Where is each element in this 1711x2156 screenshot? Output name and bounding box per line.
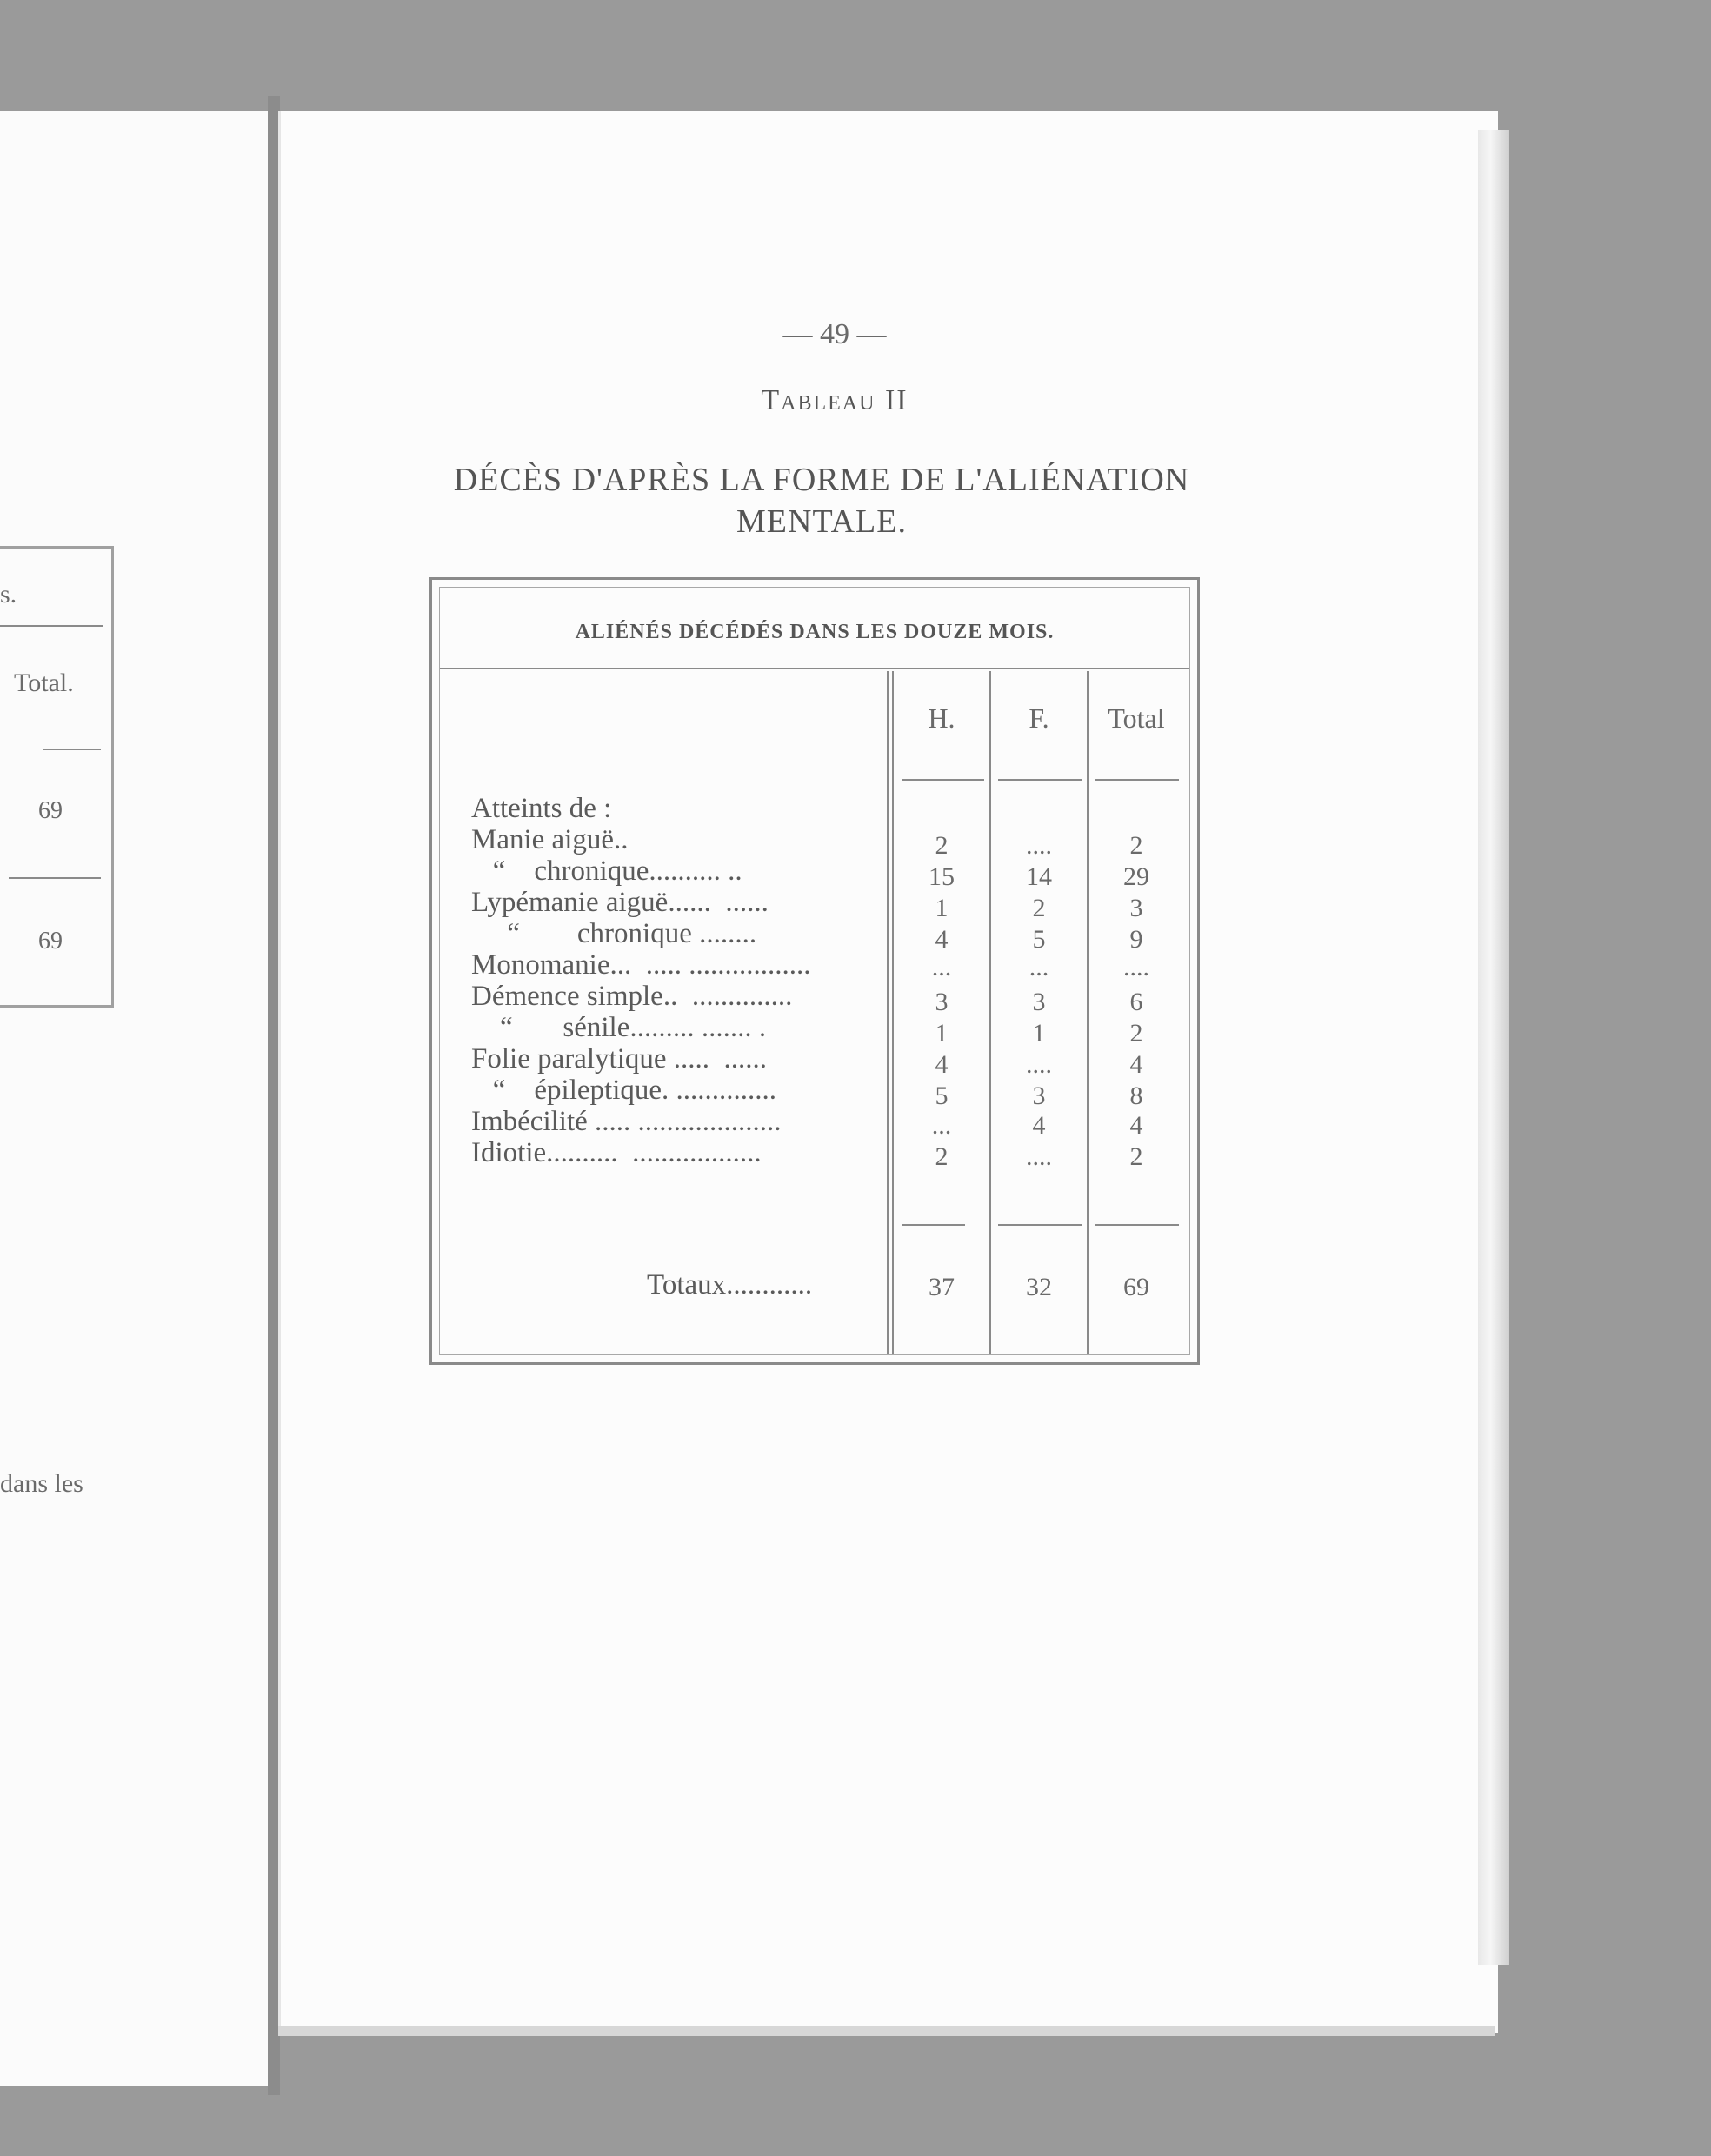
column-header-total: Total [1108, 702, 1165, 734]
left-rule [9, 877, 101, 879]
cell-f: 3 [1032, 988, 1046, 1016]
column-header-h: H. [928, 702, 955, 734]
cell-total: 2 [1129, 1019, 1143, 1048]
cell-f: 2 [1032, 894, 1046, 922]
row-label: “ chronique.......... .. [471, 855, 742, 887]
data-table [429, 577, 1200, 1365]
row-label: “ épileptique. .............. [471, 1075, 777, 1106]
total-total: 69 [1123, 1273, 1149, 1301]
header-underline [902, 779, 984, 781]
left-rule [0, 625, 103, 627]
cell-f: .... [1026, 1050, 1052, 1079]
cell-h: 1 [935, 894, 949, 922]
cell-total: 29 [1123, 862, 1149, 891]
cell-h: 5 [935, 1081, 949, 1110]
cell-f: .... [1026, 1142, 1052, 1171]
cell-total: 2 [1129, 831, 1143, 860]
cell-total: 2 [1129, 1142, 1143, 1171]
heading-line-1: DÉCÈS D'APRÈS LA FORME DE L'ALIÉNATION [453, 462, 1190, 498]
table-heading [417, 459, 1226, 542]
cell-h: 3 [935, 988, 949, 1016]
total-f: 32 [1026, 1273, 1052, 1301]
row-label: Folie paralytique ..... ...... [471, 1043, 768, 1075]
cell-f: 5 [1032, 925, 1046, 954]
cell-h: ... [931, 953, 952, 982]
row-label: Lypémanie aiguë...... ...... [471, 887, 769, 918]
cell-f: 4 [1032, 1111, 1046, 1140]
row-label: Idiotie.......... .................. [471, 1137, 762, 1168]
left-header-fragment: s. [0, 580, 17, 609]
left-table-inner [0, 556, 103, 997]
cell-f: 1 [1032, 1019, 1046, 1048]
row-label: “ sénile......... ....... . [471, 1012, 767, 1043]
row-label: Manie aiguë.. [471, 824, 629, 855]
total-h: 37 [929, 1273, 955, 1301]
heading-line-2: MENTALE. [736, 503, 907, 540]
row-label: Monomanie... ..... ................. [471, 949, 811, 981]
row-intro-label: Atteints de : [471, 793, 612, 824]
cell-f: ... [1029, 953, 1049, 982]
tableau-label: Tableau II [761, 384, 909, 416]
page-number: — 49 — [782, 318, 887, 350]
cell-f: 3 [1032, 1081, 1046, 1110]
column-header-f: F. [1029, 702, 1049, 734]
left-text-fragment: dans les [0, 1469, 83, 1498]
cell-h: 2 [935, 831, 949, 860]
page-bottom-edge [278, 2026, 1495, 2036]
left-value: 69 [38, 928, 63, 955]
totals-rule [998, 1224, 1082, 1226]
cell-total: 4 [1129, 1111, 1143, 1140]
left-rule [43, 749, 101, 750]
data-table-inner [439, 587, 1190, 1355]
row-label: Imbécilité ..... .................... [471, 1106, 782, 1137]
cell-h: 2 [935, 1142, 949, 1171]
page-edge [1478, 130, 1509, 1965]
left-table-fragment [0, 546, 114, 1008]
cell-total: 6 [1129, 988, 1143, 1016]
caption-rule [440, 668, 1189, 669]
cell-h: 4 [935, 925, 949, 954]
totals-rule [902, 1224, 965, 1226]
row-label: Démence simple.. .............. [471, 981, 793, 1012]
header-underline [1095, 779, 1179, 781]
cell-h: ... [931, 1111, 952, 1140]
left-value: 69 [38, 797, 63, 824]
totals-rule [1095, 1224, 1179, 1226]
cell-total: .... [1123, 953, 1149, 982]
row-label: “ chronique ........ [471, 918, 757, 949]
cell-total: 8 [1129, 1081, 1143, 1110]
cell-h: 15 [929, 862, 955, 891]
cell-h: 4 [935, 1050, 949, 1079]
cell-total: 9 [1129, 925, 1143, 954]
table-caption: ALIÉNÉS DÉCÉDÉS DANS LES DOUZE MOIS. [575, 621, 1055, 643]
cell-f: .... [1026, 831, 1052, 860]
cell-total: 3 [1129, 894, 1143, 922]
column-divider [887, 671, 889, 1354]
header-underline [998, 779, 1082, 781]
cell-h: 1 [935, 1019, 949, 1048]
left-total-label: Total. [14, 669, 74, 697]
cell-total: 4 [1129, 1050, 1143, 1079]
totals-label: Totaux............ [647, 1269, 813, 1301]
left-page [0, 111, 273, 2086]
cell-f: 14 [1026, 862, 1052, 891]
